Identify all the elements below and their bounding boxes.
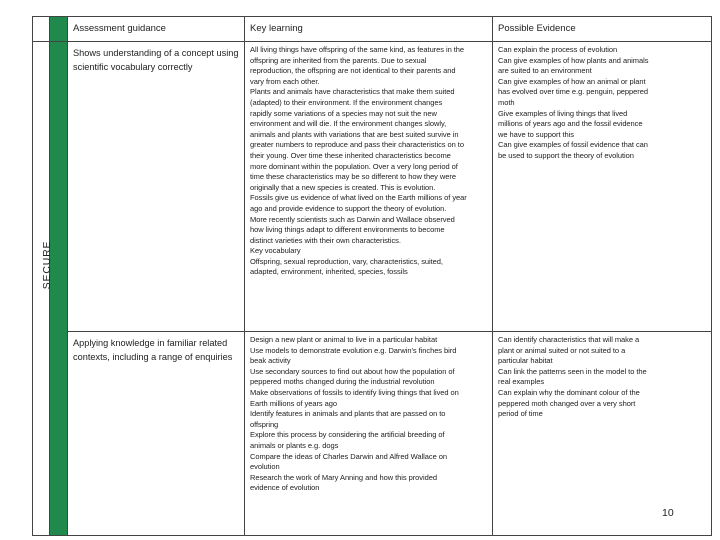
text-line: period of time bbox=[498, 409, 543, 419]
text-line: Explore this process by considering the artificial breeding of bbox=[250, 430, 445, 440]
page-number: 10 bbox=[662, 507, 674, 519]
text-line: Fossils give us evidence of what lived on the Earth millions of year bbox=[250, 193, 467, 203]
text-line: animals or plants e.g. dogs bbox=[250, 440, 339, 450]
header-learning: Key learning bbox=[245, 17, 493, 42]
text-line: more dominant within the population. Over a very long period of bbox=[250, 161, 458, 171]
text-line: reproduction, the offspring are not identical to their parents and bbox=[250, 66, 456, 76]
secure-side-label: SECURE bbox=[41, 240, 53, 290]
text-line: Can give examples of how plants and animals bbox=[498, 55, 649, 65]
learning-text bbox=[245, 42, 492, 278]
text-line: Can explain the process of evolution bbox=[498, 45, 618, 54]
text-line: real examples bbox=[498, 377, 545, 387]
table-row bbox=[33, 42, 712, 332]
text-line: Research the work of Mary Anning and how this provided bbox=[250, 472, 437, 482]
text-line: Can give examples of fossil evidence that can bbox=[498, 140, 648, 150]
text-line: Offspring, sexual reproduction, vary, characteristics, suited, bbox=[250, 256, 443, 266]
text-line: Earth millions of years ago bbox=[250, 398, 338, 408]
text-line: Use secondary sources to find out about how the population of bbox=[250, 366, 455, 376]
text-line: animals and plants with variations that are best suited survive in bbox=[250, 129, 459, 139]
text-line: rapidly some variations of a species may not suit the new bbox=[250, 108, 437, 118]
text-line: Plants and animals have characteristics that make them suited bbox=[250, 87, 455, 97]
evidence-cell bbox=[493, 42, 712, 332]
header-row bbox=[33, 17, 712, 42]
text-line: ago and provide evidence to support the theory of evolution. bbox=[250, 203, 447, 213]
text-line: evolution bbox=[250, 462, 280, 472]
text-line: (adapted) to their environment. If the environment changes bbox=[250, 97, 443, 107]
learning-cell bbox=[245, 42, 493, 332]
text-line: Can explain why the dominant colour of the bbox=[498, 387, 640, 397]
text-line: we have to support this bbox=[498, 129, 574, 139]
text-line: Key vocabulary bbox=[250, 246, 301, 256]
text-line: offspring are inherited from the parents. Due to sexual bbox=[250, 55, 427, 65]
text-line: More recently scientists such as Darwin and Wallace observed bbox=[250, 214, 455, 224]
text-line: their young. Over time these inherited characteristics become bbox=[250, 150, 451, 160]
text-line: distinct varieties with their own characteristics. bbox=[250, 235, 401, 245]
text-line: Use models to demonstrate evolution e.g. Darwin's finches bird bbox=[250, 345, 457, 355]
text-line: Can give examples of how an animal or plant bbox=[498, 76, 646, 86]
header-evidence: Possible Evidence bbox=[493, 17, 712, 42]
text-line: are suited to an environment bbox=[498, 66, 592, 76]
text-line: plant or animal suited or not suited to a bbox=[498, 345, 626, 355]
band-header-blank bbox=[33, 17, 50, 42]
text-line: Design a new plant or animal to live in a particular habitat bbox=[250, 335, 438, 344]
evidence-cell bbox=[493, 332, 712, 536]
assessment-table bbox=[32, 16, 712, 536]
text-line: Give examples of living things that lived bbox=[498, 108, 628, 118]
text-line: Can link the patterns seen in the model to the bbox=[498, 366, 647, 376]
text-line: peppered moth changed over a very short bbox=[498, 398, 636, 408]
text-line: environment and will die. If the environment changes slowly, bbox=[250, 119, 447, 129]
text-line: All living things have offspring of the same kind, as features in the bbox=[250, 45, 465, 54]
text-line: has evolved over time e.g. penguin, peppered bbox=[498, 87, 648, 97]
evidence-text bbox=[493, 42, 711, 162]
text-line: be used to support the theory of evolution bbox=[498, 150, 634, 160]
text-line: Make observations of fossils to identify living things that lived on bbox=[250, 387, 459, 397]
text-line: greater numbers to reproduce and pass their characteristics on to bbox=[250, 140, 464, 150]
header-guidance: Assessment guidance bbox=[68, 17, 245, 42]
evidence-text bbox=[493, 332, 711, 420]
text-line: millions of years ago and the fossil evidence bbox=[498, 119, 643, 129]
band-header-green bbox=[50, 17, 68, 42]
text-line: particular habitat bbox=[498, 356, 553, 366]
learning-text bbox=[245, 332, 492, 494]
table-row bbox=[33, 332, 712, 536]
text-line: peppered moths changed during the industrial revolution bbox=[250, 377, 435, 387]
text-line: offspring bbox=[250, 419, 279, 429]
text-line: time these characteristics may be so different to how they were bbox=[250, 172, 456, 182]
text-line: how living things adapt to different environments to become bbox=[250, 225, 445, 235]
text-line: beak activity bbox=[250, 356, 291, 366]
text-line: vary from each other. bbox=[250, 76, 320, 86]
guidance-cell: Applying knowledge in familiar related contexts, including a range of enquiries bbox=[68, 332, 245, 536]
text-line: Compare the ideas of Charles Darwin and Alfred Wallace on bbox=[250, 451, 447, 461]
text-line: moth bbox=[498, 97, 515, 107]
text-line: Identify features in animals and plants that are passed on to bbox=[250, 409, 446, 419]
text-line: adapted, environment, inherited, species, fossils bbox=[250, 267, 408, 277]
text-line: Can identify characteristics that will make a bbox=[498, 335, 640, 344]
learning-cell bbox=[245, 332, 493, 536]
text-line: evidence of evolution bbox=[250, 483, 320, 493]
text-line: originally that a new species is created. This is evolution. bbox=[250, 182, 436, 192]
guidance-cell: Shows understanding of a concept using scientific vocabulary correctly bbox=[68, 42, 245, 332]
